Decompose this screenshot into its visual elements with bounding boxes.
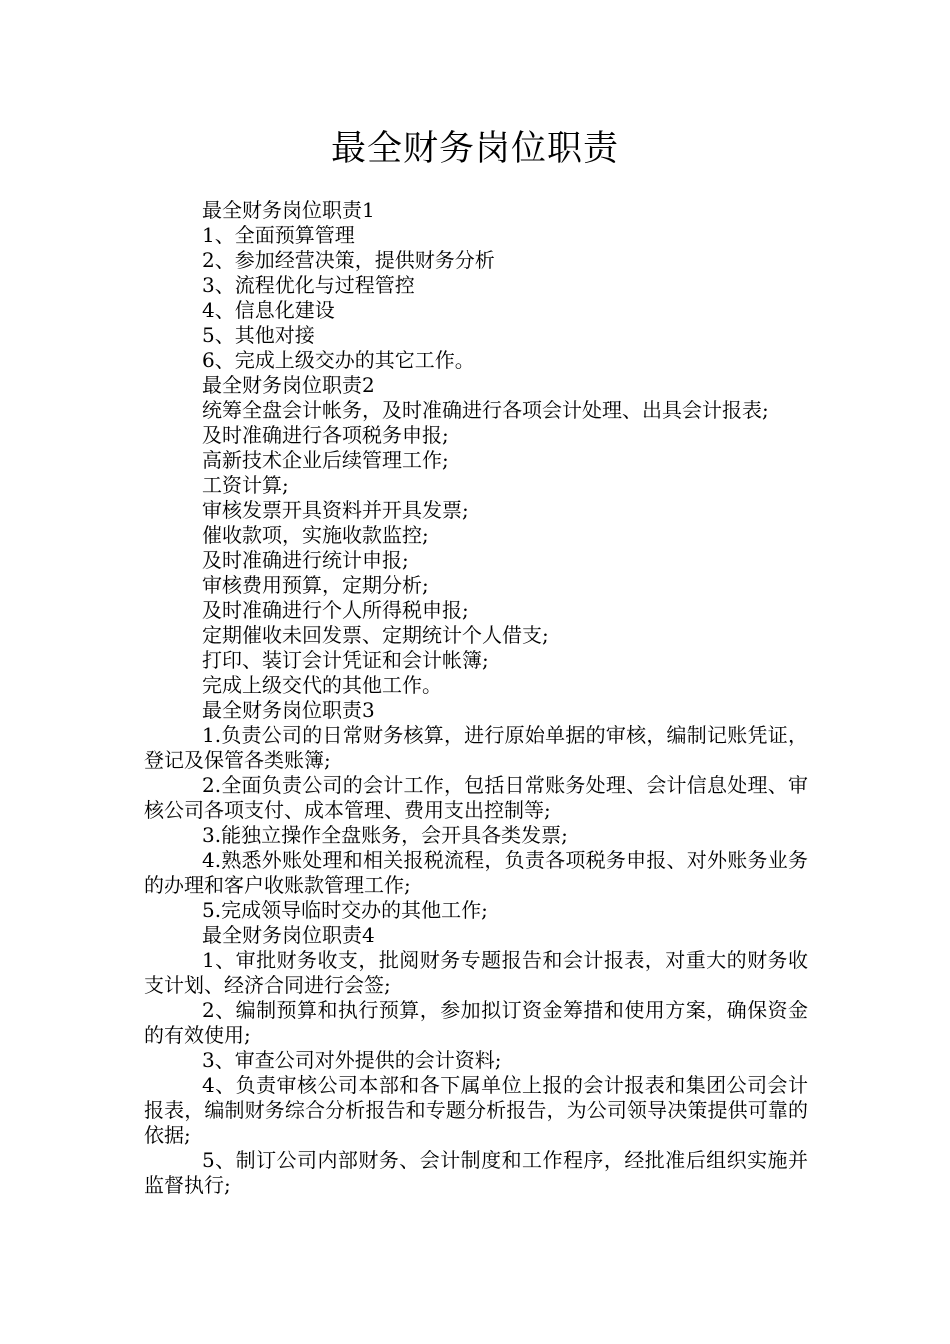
document-paragraph: 2、编制预算和执行预算，参加拟订资金筹措和使用方案，确保资金的有效使用; [144, 998, 808, 1047]
document-paragraph: 5、制订公司内部财务、会计制度和工作程序，经批准后组织实施并监督执行; [144, 1148, 808, 1197]
document-paragraph: 审核发票开具资料并开具发票; [202, 498, 469, 522]
document-paragraph: 最全财务岗位职责3 [202, 698, 375, 722]
document-paragraph: 3、审查公司对外提供的会计资料; [202, 1048, 502, 1072]
document-paragraph: 5.完成领导临时交办的其他工作; [202, 898, 488, 922]
document-paragraph: 1.负责公司的日常财务核算，进行原始单据的审核，编制记账凭证，登记及保管各类账簿; [144, 723, 808, 772]
document-paragraph: 4、信息化建设 [202, 298, 335, 322]
document-paragraph: 审核费用预算，定期分析; [202, 573, 429, 597]
document-paragraph: 1、全面预算管理 [202, 223, 355, 247]
document-paragraph: 4.熟悉外账处理和相关报税流程，负责各项税务申报、对外账务业务的办理和客户收账款管理工作; [144, 848, 808, 897]
document-paragraph: 及时准确进行个人所得税申报; [202, 598, 469, 622]
document-paragraph: 高新技术企业后续管理工作; [202, 448, 449, 472]
document-paragraph: 最全财务岗位职责2 [202, 373, 375, 397]
document-paragraph: 最全财务岗位职责4 [202, 923, 375, 947]
document-body [144, 198, 808, 1198]
document-paragraph: 4、负责审核公司本部和各下属单位上报的会计报表和集团公司会计报表，编制财务综合分析报告和专题分析报告，为公司领导决策提供可靠的依据; [144, 1073, 808, 1147]
document-paragraph: 完成上级交代的其他工作。 [202, 673, 442, 697]
document-paragraph: 3.能独立操作全盘账务，会开具各类发票; [202, 823, 568, 847]
document-paragraph: 统筹全盘会计帐务，及时准确进行各项会计处理、出具会计报表; [202, 398, 769, 422]
document-paragraph: 5、其他对接 [202, 323, 315, 347]
document-paragraph: 3、流程优化与过程管控 [202, 273, 415, 297]
document-paragraph: 及时准确进行统计申报; [202, 548, 409, 572]
document-paragraph: 6、完成上级交办的其它工作。 [202, 348, 475, 372]
document-paragraph: 打印、装订会计凭证和会计帐簿; [202, 648, 489, 672]
document-paragraph: 及时准确进行各项税务申报; [202, 423, 449, 447]
document-paragraph: 2.全面负责公司的会计工作，包括日常账务处理、会计信息处理、审核公司各项支付、成本管理、费用支出控制等; [144, 773, 808, 822]
document-paragraph: 2、参加经营决策，提供财务分析 [202, 248, 495, 272]
document-paragraph: 定期催收未回发票、定期统计个人借支; [202, 623, 549, 647]
document-paragraph: 催收款项，实施收款监控; [202, 523, 429, 547]
document-title: 最全财务岗位职责 [330, 129, 619, 169]
document-paragraph: 工资计算; [202, 473, 289, 497]
document-paragraph: 1、审批财务收支，批阅财务专题报告和会计报表，对重大的财务收支计划、经济合同进行会签; [144, 948, 808, 997]
document-paragraph: 最全财务岗位职责1 [202, 198, 375, 222]
